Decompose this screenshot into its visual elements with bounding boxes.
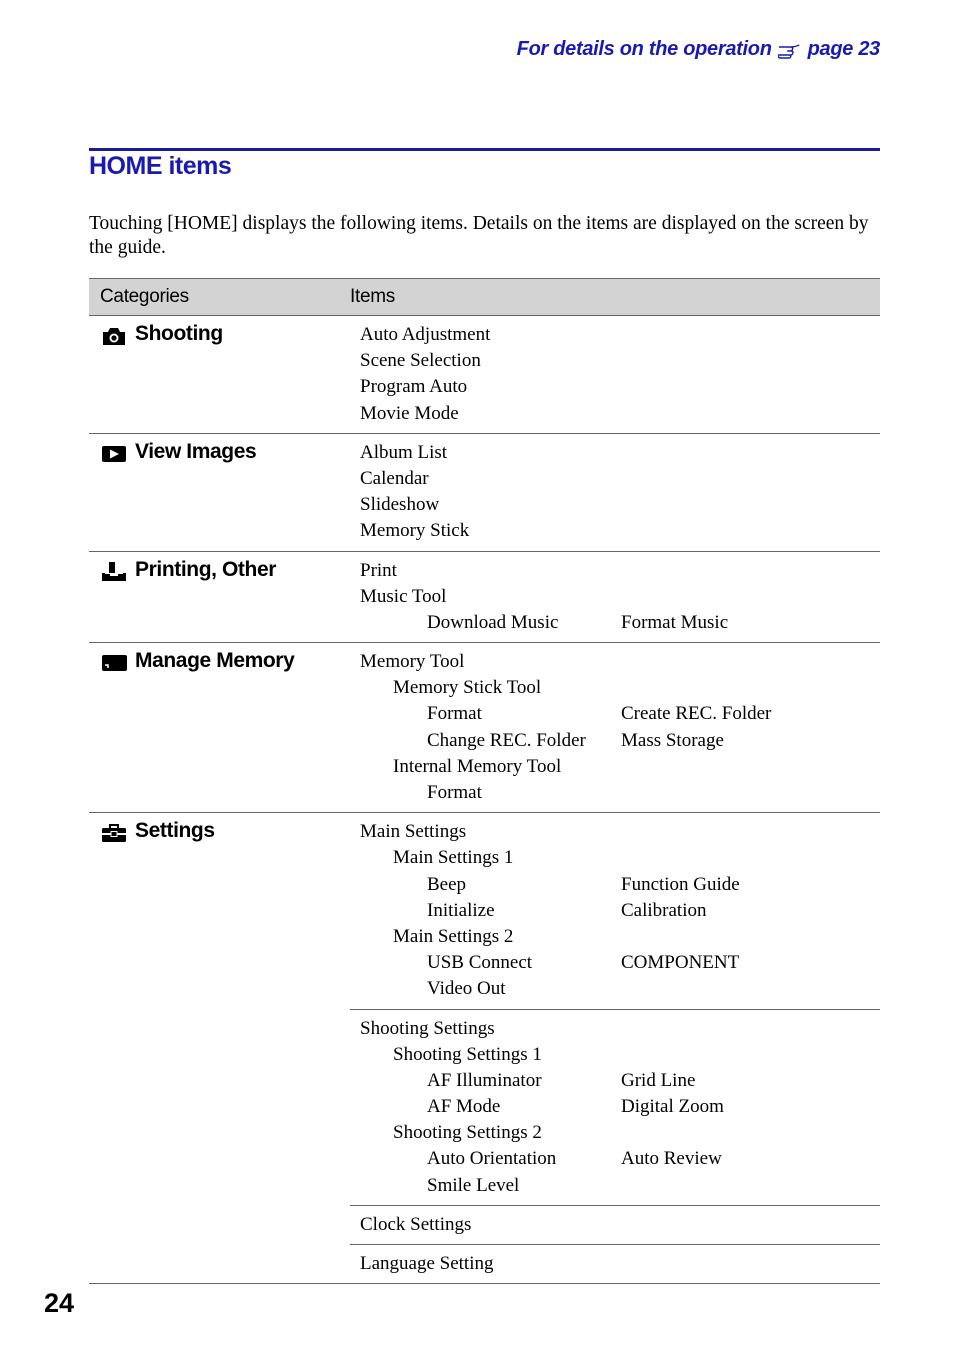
- item-label-secondary: Mass Storage: [621, 729, 724, 751]
- item-label-secondary: Format Music: [621, 611, 729, 633]
- item-label: Download Music: [427, 611, 559, 633]
- list-item: [360, 950, 880, 976]
- table-row: [89, 316, 880, 434]
- operation-reference-page: page 23: [807, 38, 880, 60]
- item-label: Calendar: [360, 467, 429, 489]
- list-item: [360, 780, 880, 806]
- list-item: [360, 374, 880, 400]
- item-label: Clock Settings: [360, 1213, 472, 1235]
- item-label: Memory Tool: [360, 651, 465, 673]
- item-label: Format: [427, 703, 482, 725]
- list-item: [360, 1120, 880, 1146]
- pointing-hand-icon: [778, 41, 802, 59]
- toolbox-icon: [101, 821, 127, 845]
- header-categories: Categories: [100, 286, 189, 307]
- list-item: [360, 1016, 880, 1042]
- item-group: [350, 1205, 880, 1244]
- list-item: [360, 584, 880, 610]
- item-label: Beep: [427, 873, 467, 895]
- table-row: [89, 434, 880, 552]
- page-title: HOME items: [89, 152, 232, 180]
- items-cell: [350, 643, 880, 812]
- item-label: USB Connect: [427, 952, 533, 974]
- list-item: [360, 1094, 880, 1120]
- list-item: [360, 845, 880, 871]
- item-label: Print: [360, 559, 397, 581]
- header-items: Items: [350, 286, 395, 307]
- category-label: Manage Memory: [135, 649, 295, 673]
- list-item: [360, 492, 880, 518]
- item-label: Initialize: [427, 899, 495, 921]
- list-item: [360, 558, 880, 584]
- item-label: Program Auto: [360, 376, 468, 398]
- item-label-secondary: Digital Zoom: [621, 1096, 724, 1118]
- list-item: [360, 675, 880, 701]
- printer-icon: [101, 560, 127, 584]
- list-item: [360, 728, 880, 754]
- list-item: [360, 322, 880, 348]
- category-cell: [89, 813, 350, 1283]
- page-number: 24: [44, 1288, 75, 1318]
- item-label: AF Mode: [427, 1096, 501, 1118]
- category-label: View Images: [135, 439, 257, 463]
- item-label: Movie Mode: [360, 402, 459, 424]
- item-label: Memory Stick Tool: [393, 677, 542, 699]
- section-rule: [89, 148, 880, 151]
- item-label: Smile Level: [427, 1174, 520, 1196]
- play-icon: [101, 442, 127, 466]
- item-label: Main Settings 1: [393, 847, 514, 869]
- category-label: Shooting: [135, 322, 223, 345]
- item-label-secondary: Calibration: [621, 899, 707, 921]
- list-item: [360, 924, 880, 950]
- list-item: [360, 1068, 880, 1094]
- item-label: Memory Stick: [360, 520, 470, 542]
- list-item: [360, 898, 880, 924]
- item-label-secondary: Grid Line: [621, 1069, 696, 1091]
- item-group: [350, 316, 880, 433]
- list-item: [360, 754, 880, 780]
- list-item: [360, 466, 880, 492]
- list-item: [360, 872, 880, 898]
- item-label: Slideshow: [360, 494, 440, 516]
- item-label: Language Setting: [360, 1253, 494, 1274]
- camera-icon: [101, 324, 127, 348]
- list-item: [360, 1251, 880, 1277]
- item-label: Auto Adjustment: [360, 324, 491, 345]
- category-label: Printing, Other: [135, 557, 277, 581]
- intro-paragraph: Touching [HOME] displays the following items. Details on the items are displayed on the screen by the guide.: [89, 213, 869, 258]
- item-label: Internal Memory Tool: [393, 755, 562, 777]
- category-cell: [89, 552, 350, 643]
- item-group: [350, 813, 880, 1008]
- list-item: [360, 401, 880, 427]
- items-cell: [350, 316, 880, 433]
- table-header: [89, 278, 880, 316]
- item-group: [350, 643, 880, 812]
- home-items-table: [89, 278, 880, 1284]
- table-row: [89, 552, 880, 644]
- item-group: [350, 1009, 880, 1205]
- item-label: Auto Orientation: [427, 1148, 557, 1170]
- item-label: Video Out: [427, 978, 506, 1000]
- item-label: Main Settings: [360, 821, 467, 843]
- item-label: Shooting Settings 2: [393, 1122, 542, 1144]
- list-item: [360, 819, 880, 845]
- table-row: [89, 813, 880, 1284]
- list-item: [360, 610, 880, 636]
- operation-reference-text: For details on the operation: [516, 38, 772, 60]
- item-label-secondary: Function Guide: [621, 873, 740, 895]
- table-body: [89, 316, 880, 1284]
- item-label: Music Tool: [360, 585, 447, 607]
- items-cell: [350, 434, 880, 551]
- item-group: [350, 552, 880, 643]
- item-label: Format: [427, 782, 482, 803]
- items-cell: [350, 552, 880, 643]
- table-row: [89, 643, 880, 813]
- item-label: Shooting Settings: [360, 1017, 495, 1039]
- item-label-secondary: Auto Review: [621, 1148, 722, 1170]
- category-cell: [89, 434, 350, 551]
- list-item: [360, 1212, 880, 1238]
- item-label: Change REC. Folder: [427, 729, 586, 751]
- list-item: [360, 1173, 880, 1199]
- item-label: Shooting Settings 1: [393, 1043, 542, 1065]
- item-label: Scene Selection: [360, 350, 481, 372]
- operation-reference-link[interactable]: [517, 38, 880, 61]
- list-item: [360, 440, 880, 466]
- list-item: [360, 1146, 880, 1172]
- item-group: [350, 1244, 880, 1283]
- list-item: [360, 348, 880, 374]
- list-item: [360, 976, 880, 1002]
- category-cell: [89, 643, 350, 812]
- item-label: AF Illuminator: [427, 1069, 542, 1091]
- list-item: [360, 701, 880, 727]
- category-label: Settings: [135, 819, 215, 843]
- memory-card-icon: [101, 651, 127, 675]
- item-label: Album List: [360, 441, 448, 463]
- category-cell: [89, 316, 350, 433]
- item-group: [350, 434, 880, 551]
- list-item: [360, 518, 880, 544]
- items-cell: [350, 813, 880, 1283]
- item-label-secondary: Create REC. Folder: [621, 703, 772, 725]
- item-label: Main Settings 2: [393, 925, 514, 947]
- item-label-secondary: COMPONENT: [621, 952, 740, 974]
- list-item: [360, 1042, 880, 1068]
- list-item: [360, 649, 880, 675]
